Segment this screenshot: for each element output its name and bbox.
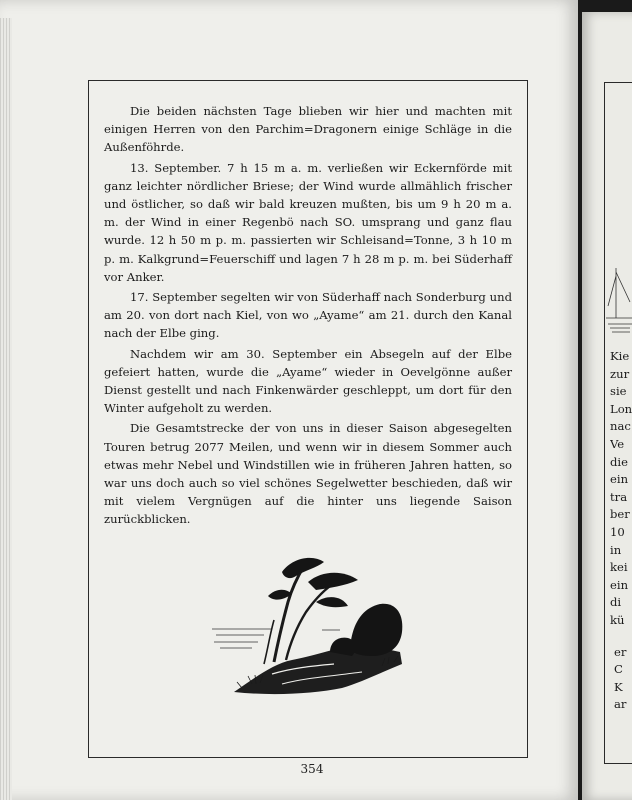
right-line: ber xyxy=(610,507,630,522)
right-page-text-fragment xyxy=(610,348,632,714)
page-edge-stack xyxy=(0,18,12,800)
right-line: C xyxy=(614,662,623,677)
right-line: sie xyxy=(610,384,627,399)
paragraph-3: 17. September segelten wir von Süderhaff nach Sonderburg und am 20. von dort nach Kiel, von wo „Ayame“ am 21. durch den Kanal nach der Elbe ging. xyxy=(104,290,512,341)
right-page-illustration-icon xyxy=(606,262,632,342)
right-line: Kie xyxy=(610,349,630,363)
right-line: di xyxy=(610,595,622,610)
right-line: Lon xyxy=(610,401,632,416)
right-line-gap xyxy=(610,630,632,644)
right-line: ein xyxy=(610,577,629,592)
right-line: kei xyxy=(610,560,628,575)
right-line: 10 xyxy=(610,524,625,539)
right-line: zur xyxy=(610,366,630,381)
coastal-tree-dune-icon xyxy=(212,552,408,698)
right-line: kü xyxy=(610,612,625,627)
right-line: in xyxy=(610,542,622,557)
right-line: ar xyxy=(614,697,627,712)
right-line: die xyxy=(610,454,628,469)
paragraph-4: Nachdem wir am 30. September ein Absegeln auf der Elbe gefeiert hatten, wurde die „Ayame“ wieder in Oevelgönne außer Dienst gestellt und nach Finkenwärder geschleppt, um dort für den Winter aufgeholt zu werden. xyxy=(104,346,512,416)
paragraph-1: Die beiden nächsten Tage blieben wir hier und machten mit einigen Herren von den Parchim=Dragonern einige Schläge in die Außenföhrde. xyxy=(104,104,512,155)
paragraph-2: 13. September. 7 h 15 m a. m. verließen wir Eckernförde mit ganz leichter nördlicher Briese; der Wind wurde allmählich frischer und östlicher, so daß wir bald kreuzen mußten, bis um 9 h 20 m a. m. der Wind in einer Regenbö nach SO. umsprang und ganz flau wurde. 12 h 50 m p. m. passierten wir Schleisand=Tonne, 3 h 10 m p. m. Kalkgrund=Feuerschiff und lagen 7 h 28 m p. m. bei Süderhaff vor Anker. xyxy=(104,160,512,284)
right-line: tra xyxy=(610,489,628,504)
page-number: 354 xyxy=(300,762,324,776)
right-line: ein xyxy=(610,472,629,487)
right-line: nac xyxy=(610,419,631,434)
right-line: er xyxy=(614,644,627,659)
paragraph-5: Die Gesamtstrecke der von uns in dieser Saison abgesegelten Touren betrug 2077 Meilen, und wenn wir in diesem Sommer auch etwas mehr Nebel und Windstillen wie in früheren Jahren hatten, so war uns doch auch so viel schönes Segelwetter beschieden, daß wir mit vielem Vergnügen auf die hinter uns liegende Saison zurückblicken. xyxy=(104,421,512,527)
body-text xyxy=(104,102,512,531)
right-line: Ve xyxy=(610,436,625,451)
right-line: K xyxy=(614,679,623,694)
